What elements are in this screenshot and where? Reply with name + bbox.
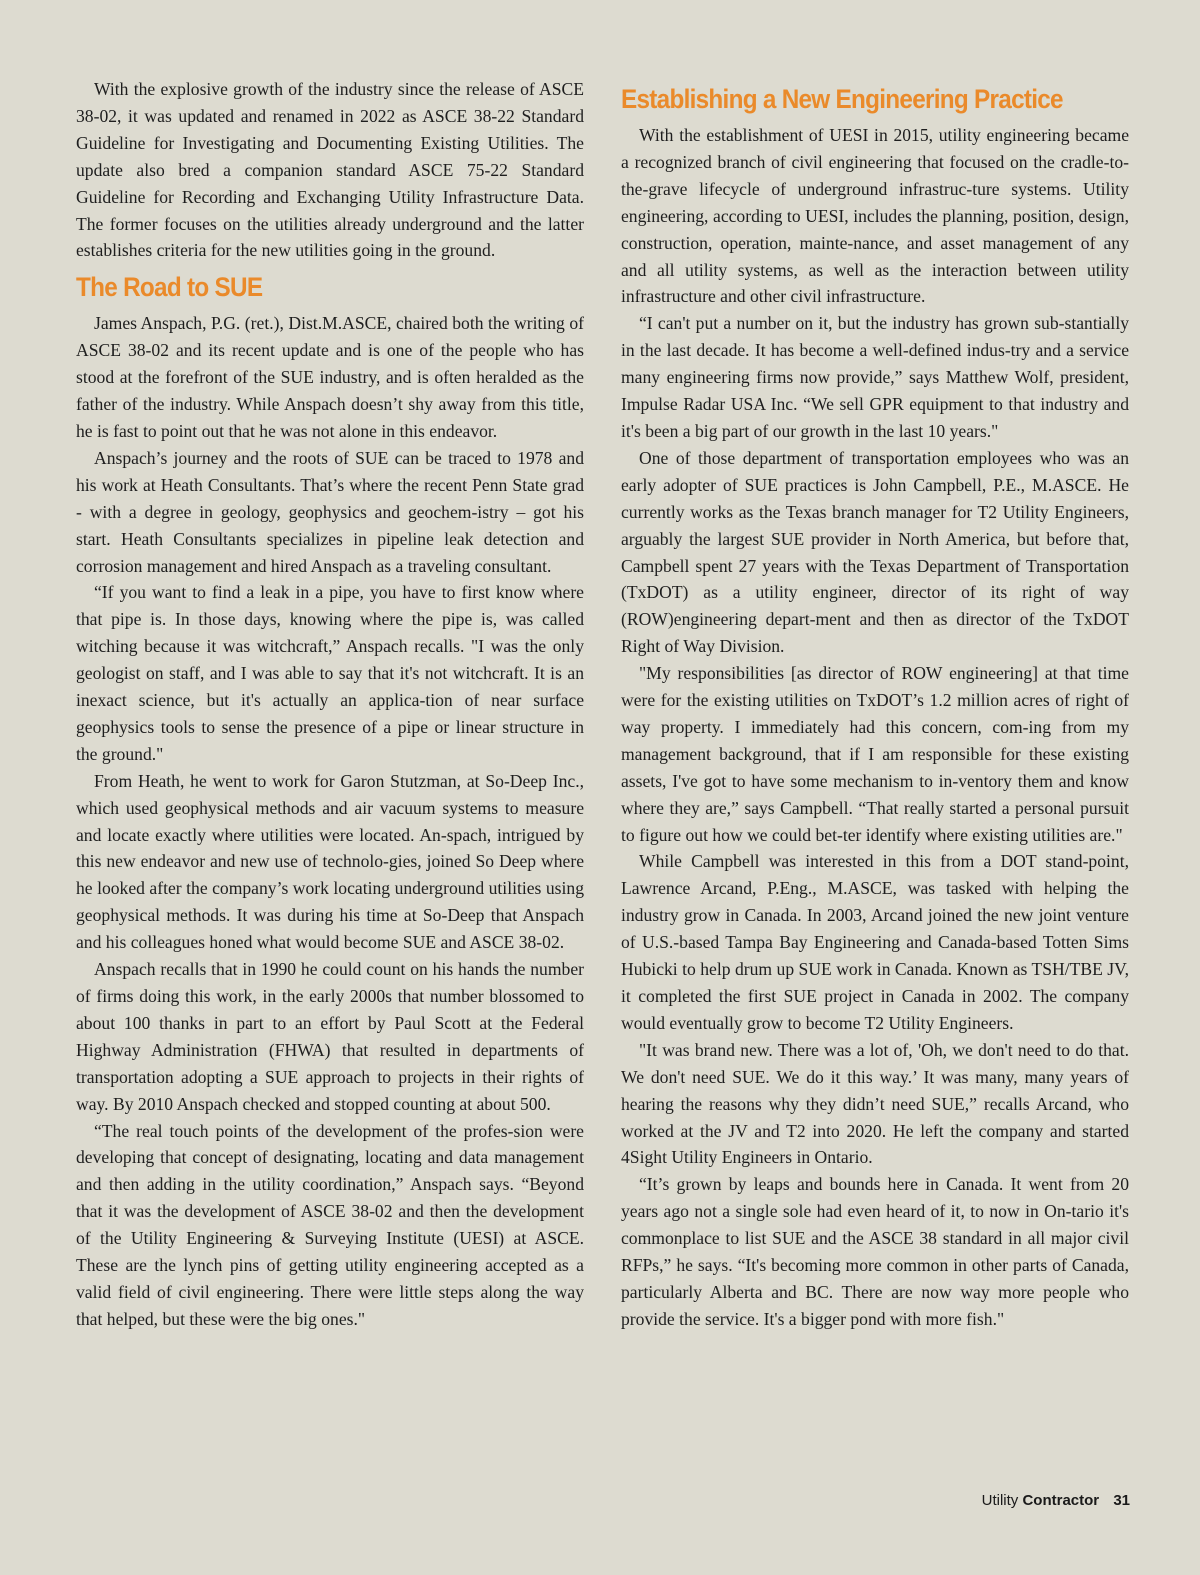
- left-column: [76, 76, 584, 1333]
- body-paragraph: "My responsibilities [as director of ROW engineering] at that time were for the existing utilities on TxDOT’s 1.2 million acres of right of way property. I immediately had this concern, com-ing from my management background, that if I am responsible for these existing assets, I've got to have some mechanism to in-ventory them and know where they are,” says Campbell. “That really started a personal pursuit to figure out how we could bet-ter identify where existing utilities are.": [621, 663, 1129, 845]
- body-paragraph: “It’s grown by leaps and bounds here in Canada. It went from 20 years ago not a single sole had even heard of it, to now in On-tario it's commonplace to list SUE and the ASCE 38 standard in all major civil RFPs,” he says. “It's becoming more common in other parts of Canada, particularly Alberta and BC. There are now way more people who provide the service. It's a bigger pond with more fish.": [621, 1174, 1129, 1329]
- body-paragraph: With the establishment of UESI in 2015, utility engineering became a recognized branch of civil engineering that focused on the cradle-to-the-grave lifecycle of underground infrastruc-ture systems. Utility engineering, according to UESI, includes the planning, position, design, construction, operation, mainte-nance, and asset management of any and all utility systems, as well as the interaction between utility infrastructure and other civil infrastructure.: [621, 125, 1129, 307]
- section-heading-road-to-sue: The Road to SUE: [76, 272, 263, 303]
- page-number: 31: [1113, 1492, 1130, 1509]
- intro-paragraph: With the explosive growth of the industry since the release of ASCE 38-02, it was updated and renamed in 2022 as ASCE 38-22 Standard Guideline for Investigating and Documenting Existing Utilities. The update also bred a companion standard ASCE 75-22 Standard Guideline for Recording and Exchanging Utility Infrastructure Data. The former focuses on the utilities already underground and the latter establishes criteria for the new utilities going in the ground.: [76, 79, 584, 261]
- body-paragraph: “The real touch points of the development of the profes-sion were developing that concept of designating, locating and data management and then adding in the utility coordination,” Anspach says. “Beyond that it was the development of ASCE 38-02 and then the development of the Utility Engineering & Surveying Institute (UESI) at ASCE. These are the lynch pins of getting utility engineering accepted as a valid field of civil engineering. There were little steps along the way that helped, but these were the big ones.": [76, 1120, 584, 1329]
- section-heading-new-engineering-practice: Establishing a New Engineering Practice: [621, 84, 1063, 114]
- body-paragraph: While Campbell was interested in this from a DOT stand-point, Lawrence Arcand, P.Eng., M.ASCE, was tasked with helping the industry grow in Canada. In 2003, Arcand joined the new joint venture of U.S.-based Tampa Bay Engineering and Canada-based Totten Sims Hubicki to help drum up SUE work in Canada. Known as TSH/TBE JV, it completed the first SUE project in Canada in 2002. The company would eventually grow to become T2 Utility Engineers.: [621, 851, 1129, 1033]
- magazine-name-bold: Contractor: [1022, 1492, 1100, 1509]
- right-column: [621, 82, 1129, 1333]
- body-paragraph: One of those department of transportation employees who was an early adopter of SUE practices is John Campbell, P.E., M.ASCE. He currently works as the Texas branch manager for T2 Utility Engineers, arguably the largest SUE provider in North America, but before that, Campbell spent 27 years with the Texas Department of Transportation (TxDOT) as a utility engineer, director of its right of way (ROW)engineering depart-ment and then as director of the TxDOT Right of Way Division.: [621, 447, 1129, 657]
- magazine-name-light: Utility: [981, 1492, 1019, 1509]
- body-paragraph: “I can't put a number on it, but the industry has grown sub-stantially in the last decade. It has become a well-defined indus-try and a service many engineering firms now provide,” says Matthew Wolf, president, Impulse Radar USA Inc. “We sell GPR equipment to that industry and it's been a big part of our growth in the last 10 years.": [621, 313, 1129, 441]
- page-footer: [982, 1492, 1130, 1509]
- body-paragraph: Anspach recalls that in 1990 he could count on his hands the number of firms doing this work, in the early 2000s that number blossomed to about 100 thanks in part to an effort by Paul Scott at the Federal Highway Administration (FHWA) that resulted in departments of transportation adopting a SUE approach to projects in their rights of way. By 2010 Anspach checked and stopped counting at about 500.: [76, 959, 584, 1114]
- body-paragraph: “If you want to find a leak in a pipe, you have to first know where that pipe is. In those days, knowing where the pipe is, was called witching because it was witchcraft,” Anspach recalls. "I was the only geologist on staff, and I was able to say that it's not witchcraft. It is an inexact science, but it's actually an applica-tion of near surface geophysics tools to sense the presence of a pipe or linear structure in the ground.": [76, 582, 584, 764]
- body-paragraph: Anspach’s journey and the roots of SUE can be traced to 1978 and his work at Heath Consultants. That’s where the recent Penn State grad - with a degree in geology, geophysics and geochem-istry – got his start. Heath Consultants specializes in pipeline leak detection and corrosion management and hired Anspach as a traveling consultant.: [76, 447, 584, 576]
- body-paragraph: "It was brand new. There was a lot of, 'Oh, we don't need to do that. We don't need SUE. We do it this way.’ It was many, many years of hearing the reasons why they didn’t need SUE,” recalls Arcand, who worked at the JV and T2 into 2020. He left the company and started 4Sight Utility Engineers in Ontario.: [621, 1039, 1129, 1168]
- body-paragraph: From Heath, he went to work for Garon Stutzman, at So-Deep Inc., which used geophysical methods and air vacuum systems to measure and locate exactly where utilities were located. An-spach, intrigued by this new endeavor and new use of technolo-gies, joined So Deep where he looked after the company’s work locating underground utilities using geophysical methods. It was during his time at So-Deep that Anspach and his colleagues honed what would become SUE and ASCE 38-02.: [76, 770, 584, 953]
- body-paragraph: James Anspach, P.G. (ret.), Dist.M.ASCE, chaired both the writing of ASCE 38-02 and its recent update and is one of the people who has stood at the forefront of the SUE industry, and is often heralded as the father of the industry. While Anspach doesn’t shy away from this title, he is fast to point out that he was not alone in this endeavor.: [76, 313, 584, 441]
